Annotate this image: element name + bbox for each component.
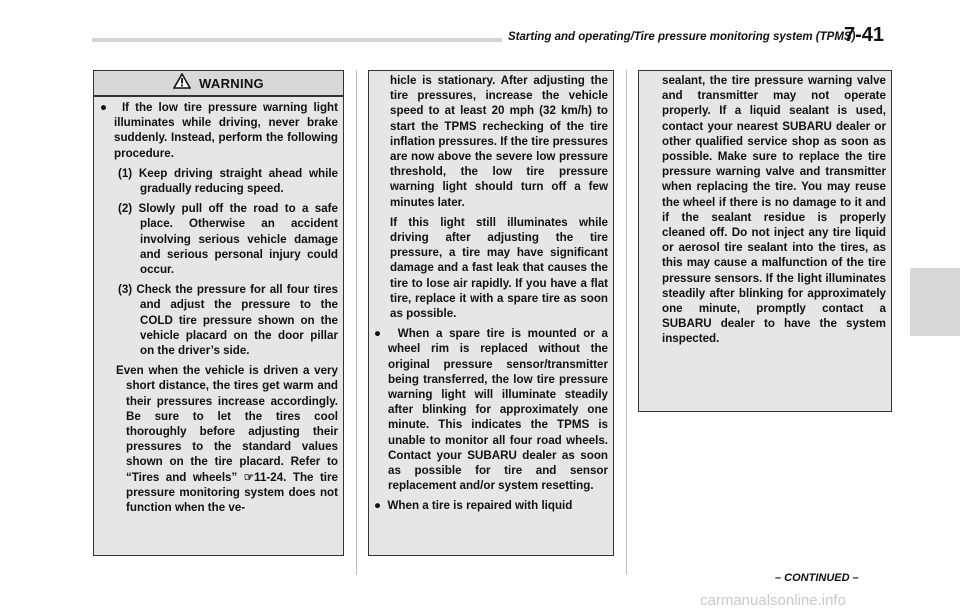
warning-paragraph: Even when the vehicle is driven a very short distance, the tires get warm and their pressures increase accordingly. Be sure to let the tires cool thoroughly before adjusting their pressures to the standard values shown on the tire placard. Refer to “Tires and wheels” ☞11-24. The tire pressure monitoring system does not function when the ve- [116,364,338,515]
continued-label: – CONTINUED – [775,572,859,584]
warning-text-col2 [374,73,608,519]
warning-paragraph: If this light still illuminates while driving after adjusting the tire pressure, a tire may have significant damage and a fast leak that causes the tire to lose air rapidly. If you have a flat tire, replace it with a spare tire as soon as possible. [390,215,608,321]
warning-bullet: ● If the low tire pressure warning light illuminates while driving, never brake suddenly. Instead, perform the following procedure. [100,101,338,160]
header-rule [92,38,502,42]
procedure-step: (2) Slowly pull off the road to a safe place. Otherwise an accident involving serious vehicle damage and serious personal injury could occur. [118,202,338,277]
procedure-step: (3) Check the pressure for all four tires and adjust the pressure to the COLD tire pressure shown on the vehicle placard on the door pillar on the driver’s side. [118,283,338,358]
watermark: carmanualsonline.info [700,592,846,609]
column-divider [356,70,357,575]
warning-text-col3 [646,73,886,352]
column-divider [626,70,627,575]
warning-paragraph: sealant, the tire pressure warning valve and transmitter may not operate properly. If a liquid sealant is used, contact your nearest SUBARU dealer or other qualified service shop as soon as possible. Make sure to replace the tire pressure warning valve and transmitter when replacing the tire. You may reuse the wheel if there is no damage to it and if the sealant residue is properly cleaned off. Do not inject any tire liquid or aerosol tire sealant into the tires, as this may cause a malfunction of the tire pressure sensors. If the light illuminates steadily after blinking for approximately one minute, promptly contact a SUBARU dealer to have the system inspected. [662,74,886,346]
warning-triangle-icon [173,73,191,94]
warning-bullet: ● When a spare tire is mounted or a wheel rim is replaced without the original pressure sensor/transmitter being transferred, the low tire pressure warning light will illuminate steadily after blinking for approximately one minute. This indicates the TPMS is unable to monitor all four road wheels. Contact your SUBARU dealer as soon as possible for tire and sensor replacement and/or system resetting. [374,327,608,493]
warning-text-col1 [100,100,338,520]
page-number: 7-41 [844,24,885,46]
chapter-tab [910,268,960,336]
warning-label: WARNING [199,75,264,91]
warning-bullet: ● When a tire is repaired with liquid [374,499,573,513]
warning-paragraph: hicle is stationary. After adjusting the tire pressures, increase the vehicle speed to at least 20 mph (32 km/h) to start the TPMS rechecking of the tire inflation pressures. If the tire pressures are now above the severe low pressure threshold, the low tire pressure warning light should turn off a few minutes later. [390,74,608,209]
section-title: Starting and operating/Tire pressure monitoring system (TPMS) [508,31,856,43]
procedure-step: (1) Keep driving straight ahead while gradually reducing speed. [118,166,338,196]
warning-header [93,70,344,96]
